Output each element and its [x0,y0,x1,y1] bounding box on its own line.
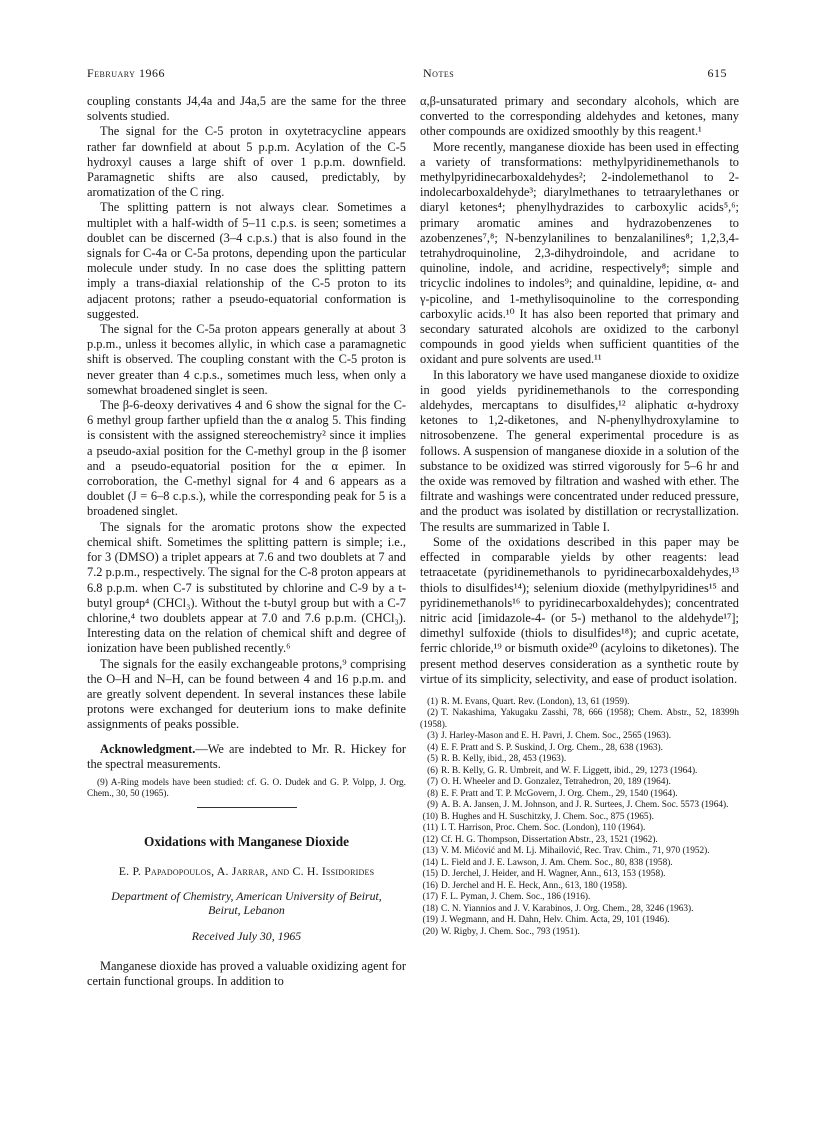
paragraph: α,β-unsaturated primary and secondary alcohols, which are converted to the corresponding aldehydes and ketones, many other compounds are oxidized smoothly by this reagent.¹ [420,94,739,139]
reference [420,789,739,801]
reference-text: J. Harley-Mason and E. H. Pavri, J. Chem. Soc., 2565 (1963). [441,731,672,742]
authors: E. P. Papadopoulos, A. Jarrar, and C. H. Issidorides [118,863,375,878]
reference [420,915,739,927]
reference [420,708,739,731]
paragraph: The signal for the C-5a proton appears generally at about 3 p.p.m., unless it becomes allylic, in which case a paramagnetic shift is observed. The coupling constant with the C-5 proton is never greater than 4 c.p.s., sometimes much less, when only a somewhat broadened singlet is seen. [87,322,406,397]
received-date: Received July 30, 1965 [191,928,302,943]
paragraph: The β-6-deoxy derivatives 4 and 6 show the signal for the C-6 methyl group farther upfield than the α analog 5. This finding is consistent with the assigned stereochemistry² since it implies a pseudo-axial position for the C-methyl group in the β isomer and a pseudo-equatorial position for the α epimer. In corroboration, the C-methyl signal for 4 and 6 appears as a doublet (J = 6–8 c.p.s.), while the corresponding peak for 5 is a broadened singlet. [87,398,406,519]
reference-number: (18) [422,903,438,914]
header-section: Notes [423,66,455,80]
reference [420,858,739,870]
reference-text: A. B. A. Jansen, J. M. Johnson, and J. R. Surtees, J. Chem. Soc. 5573 (1964). [441,800,729,811]
reference-number: (20) [422,926,438,937]
references [420,697,739,939]
reference [420,731,739,743]
reference-number: (10) [422,811,438,822]
reference [420,823,739,835]
paragraph: The signals for the aromatic protons show the expected chemical shift. Sometimes the splitting pattern is simple; i.e., for 3 (DMSO) a triplet appears at 7.6 and two doublets at 7 and 7.2 p.p.m., respectively. The signal for the C-8 proton appears at 6.8 p.p.m. when C-7 is substituted by chlorine and C-9 by a t-butyl group⁴ (CHCl₃). Without the t-butyl group but with a C-7 chlorine,⁴ two doublets appear at 7.0 and 7.6 p.p.m. (CHCl₃). Interesting data on the relation of chemical shift and degree of ionization have been published recently.⁶ [87,519,406,656]
page-number: 615 [707,66,727,80]
reference [420,869,739,881]
reference-text: R. B. Kelly, ibid., 28, 453 (1963). [441,754,567,765]
reference-number: (4) [427,742,438,753]
article-title: Oxidations with Manganese Dioxide [143,834,349,850]
reference [420,846,739,858]
reference-text: E. F. Pratt and S. P. Suskind, J. Org. Chem., 28, 638 (1963). [441,742,663,753]
paragraph: The splitting pattern is not always clear. Sometimes a multiplet with a half-width of 5–11 c.p.s. is seen; sometimes a doublet can be discerned (3–4 c.p.s.) that is also found in the signals for C-4a or C-5a protons, depending upon the particular molecule under study. In no case does the splitting pattern imply a trans-diaxial relationship of the C-5 proton to its adjacent protons; rather a pseudo-equatorial conformation is suggested. [87,200,406,321]
reference-number: (16) [422,880,438,891]
reference-text: V. M. Mićović and M. Lj. Mihailović, Rec. Trav. Chim., 71, 970 (1952). [441,846,710,857]
acknowledgment-text: —We are indebted to Mr. R. Hickey for the spectral measurements. [87,741,406,771]
header-date: February 1966 [87,66,165,80]
reference-text: Cf. H. G. Thompson, Dissertation Abstr., 23, 1521 (1962). [441,834,658,845]
reference-number: (12) [422,834,438,845]
reference [420,892,739,904]
footnote-text: (9) A-Ring models have been studied: cf. G. O. Dudek and G. P. Volpp, J. Org. Chem., 30, 50 (1965). [87,777,406,800]
reference [420,697,739,709]
reference [420,754,739,766]
paragraph: Some of the oxidations described in this paper may be effected in comparable yields by other reagents: lead tetraacetate (pyridinemethanols to pyridinecarboxaldehydes,¹³ thiols to disulfides¹⁴); selenium dioxide (methylpyridines¹⁵ and pyridinemethanols¹⁶ to pyridinecarboxaldehydes); concentrated nitric acid [imidazole-4- (or 5-) methanol to the aldehyde¹⁷]; dimethyl sulfoxide (thiols to disulfides¹⁸); and cupric acetate, ferric chloride,¹⁹ or bismuth oxide²⁰ (acyloins to diketones). The present method deserves consideration as a synthetic route by virtue of its simplicity, selectivity, and ease of product isolation. [420,534,739,686]
right-column [420,94,739,938]
footnote [87,778,406,800]
reference-text: I. T. Harrison, Proc. Chem. Soc. (London), 110 (1964). [441,823,646,834]
reference-number: (9) [427,800,438,811]
reference-number: (19) [422,915,438,926]
reference-text: O. H. Wheeler and D. Gonzalez, Tetrahedron, 20, 189 (1964). [441,777,671,788]
reference [420,800,739,812]
reference-text: E. F. Pratt and T. P. McGovern, J. Org. Chem., 29, 1540 (1964). [441,788,678,799]
reference-text: L. Field and J. E. Lawson, J. Am. Chem. Soc., 80, 838 (1958). [441,857,673,868]
reference [420,904,739,916]
reference-text: W. Rigby, J. Chem. Soc., 793 (1951). [441,926,580,937]
reference-number: (13) [422,846,438,857]
section-divider [197,807,297,808]
intro-paragraph: Manganese dioxide has proved a valuable oxidizing agent for certain functional groups. In addition to [87,958,406,989]
running-head [87,66,727,82]
reference [420,812,739,824]
reference-text: R. M. Evans, Quart. Rev. (London), 13, 61 (1959). [441,696,630,707]
reference-number: (3) [427,731,438,742]
reference-text: D. Jerchel, J. Heider, and H. Wagner, Ann., 613, 153 (1958). [441,869,666,880]
left-column [87,94,406,989]
reference-text: B. Hughes and H. Suschitzky, J. Chem. Soc., 875 (1965). [441,811,654,822]
paragraph: The signals for the easily exchangeable protons,⁹ comprising the O–H and N–H, can be found between 4 and 16 p.p.m. and are greatly solvent dependent. In several instances these labile protons were exchanged for deuterium ions to make definite assignments of peaks possible. [87,656,406,732]
paragraph: In this laboratory we have used manganese dioxide to oxidize in good yields pyridinemethanols to the corresponding aldehydes, mercaptans to disulfides,¹² aliphatic α-hydroxy ketones to 1,2-diketones, and N-phenylhydroxylamine to nitrosobenzene. The general experimental procedure is as follows. A suspension of manganese dioxide in a solution of the substance to be oxidized was stirred vigorously for 5–6 hr and the oxide was removed by filtration and washed with ether. The filtrate and washings were concentrated under reduced pressure, and the product was isolated by distillation or recrystallization. The results are summarized in Table I. [420,367,739,534]
acknowledgment-heading: Acknowledgment. [100,741,196,756]
affiliation-line: Department of Chemistry, American University of Beirut, [111,888,382,903]
acknowledgment [87,742,406,772]
reference-number: (6) [427,765,438,776]
reference-number: (11) [422,823,438,834]
reference-number: (14) [422,857,438,868]
reference [420,927,739,939]
reference-text: C. N. Yiannios and J. V. Karabinos, J. Org. Chem., 28, 3246 (1963). [441,903,694,914]
reference-text: J. Wegmann, and H. Dahn, Helv. Chim. Acta, 29, 101 (1946). [441,915,670,926]
affiliation-line: Beirut, Lebanon [208,903,285,918]
reference-text: T. Nakashima, Yakugaku Zasshi, 78, 666 (1958); Chem. Abstr., 52, 18399h (1958). [420,708,739,730]
reference-number: (17) [422,892,438,903]
reference [420,777,739,789]
reference [420,766,739,778]
reference-number: (2) [427,708,438,719]
reference [420,881,739,893]
reference-number: (5) [427,754,438,765]
reference-number: (8) [427,788,438,799]
reference-number: (1) [427,696,438,707]
affiliation [87,889,406,918]
paragraph: More recently, manganese dioxide has been used in effecting a variety of transformations: methylpyridinemethanols to methylpyridinecarboxaldehydes²; 2-indolemethanol to 2-indolecarboxaldehyde³; diarylmethanes to tetraarylethanes or diaryl ketones⁴; phenylhydrazides to carboxylic acids⁵,⁶; primary aromatic amines and hydrazobenzenes to azobenzenes⁷,⁸; N-benzylanilines to benzalanilines⁸; 1,2,3,4-tetrahydroquinoline, 2,3-dihydroindole, and acridane to quinoline, indole, and acridine, respectively⁸; simple and tricyclic indolines to indoles⁹; and quinaldine, lepidine, α- and γ-picoline, and 1-methylisoquinoline to the corresponding carboxylic acids.¹⁰ It has also been reported that primary and secondary saturated alcohols are oxidized to the carbonyl compounds in good yields when sufficient quantities of the oxidant and pure solvents are used.¹¹ [420,139,739,367]
reference-number: (7) [427,777,438,788]
paragraph: coupling constants J4,4a and J4a,5 are the same for the three solvents studied. [87,94,406,124]
reference [420,743,739,755]
reference-number: (15) [422,869,438,880]
reference [420,835,739,847]
reference-text: R. B. Kelly, G. R. Umbreit, and W. F. Liggett, ibid., 29, 1273 (1964). [441,765,698,776]
paragraph: The signal for the C-5 proton in oxytetracycline appears rather far downfield at about 5 p.p.m. Acylation of the C-5 hydroxyl causes a large shift of over 1 p.p.m. downfield. Paramagnetic shifts are also caused, predictably, by aromatization of the C ring. [87,124,406,200]
reference-text: F. L. Pyman, J. Chem. Soc., 186 (1916). [441,892,591,903]
reference-text: D. Jerchel and H. E. Heck, Ann., 613, 180 (1958). [441,880,628,891]
